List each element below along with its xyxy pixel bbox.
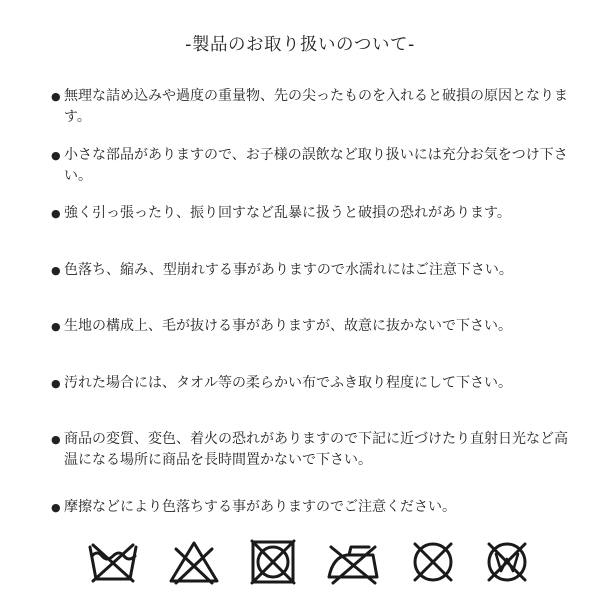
note-text: 生地の構成上、毛が抜ける事がありますが、故意に抜かないで下さい。 bbox=[64, 318, 512, 334]
list-item bbox=[52, 373, 574, 394]
note-text: 小さな部品がありますので、お子様の誤飲など取り扱いには充分お気をつけ下さい。 bbox=[64, 147, 568, 184]
no-tumble-dry-icon bbox=[249, 538, 297, 586]
bullet-icon: ● bbox=[51, 264, 61, 277]
no-bleach-icon bbox=[168, 539, 220, 585]
page-title: -製品のお取り扱いのついて- bbox=[185, 35, 415, 55]
note-text: 無理な詰め込みや過度の重量物、先の尖ったものを入れると破損の原因となります。 bbox=[64, 88, 568, 125]
no-dry-clean-icon bbox=[410, 539, 456, 585]
care-symbols-row bbox=[86, 538, 530, 586]
list-item bbox=[52, 429, 574, 471]
no-wash-icon bbox=[86, 539, 140, 585]
note-text: 色落ち、縮み、型崩れする事がありますので水濡れにはご注意下さい。 bbox=[64, 262, 513, 278]
note-text: 汚れた場合には、タオル等の柔らかい布でふき取り程度にして下さい。 bbox=[64, 375, 512, 391]
note-text: 商品の変質、変色、着火の恐れがありますので下記に近づけたり直射日光など高温になる場所に商品を長時間置かないで下さい。 bbox=[64, 431, 568, 468]
bullet-icon: ● bbox=[51, 377, 61, 390]
bullet-icon: ● bbox=[51, 207, 61, 220]
list-item bbox=[52, 203, 574, 224]
note-text: 強く引っ張ったり、振り回すなど乱暴に扱うと破損の恐れがあります。 bbox=[64, 205, 511, 221]
bullet-icon: ● bbox=[51, 433, 61, 446]
list-item bbox=[52, 145, 574, 187]
no-iron-icon bbox=[325, 539, 381, 585]
list-item bbox=[52, 497, 574, 518]
bullet-icon: ● bbox=[51, 320, 61, 333]
note-text: 摩擦などにより色落ちする事がありますのでご注意ください。 bbox=[64, 499, 456, 515]
bullet-icon: ● bbox=[51, 90, 61, 103]
list-item bbox=[52, 86, 574, 128]
list-item bbox=[52, 260, 574, 281]
bullet-icon: ● bbox=[51, 149, 61, 162]
bullet-icon: ● bbox=[51, 501, 61, 514]
list-item bbox=[52, 316, 574, 337]
no-wet-clean-icon bbox=[484, 539, 530, 585]
